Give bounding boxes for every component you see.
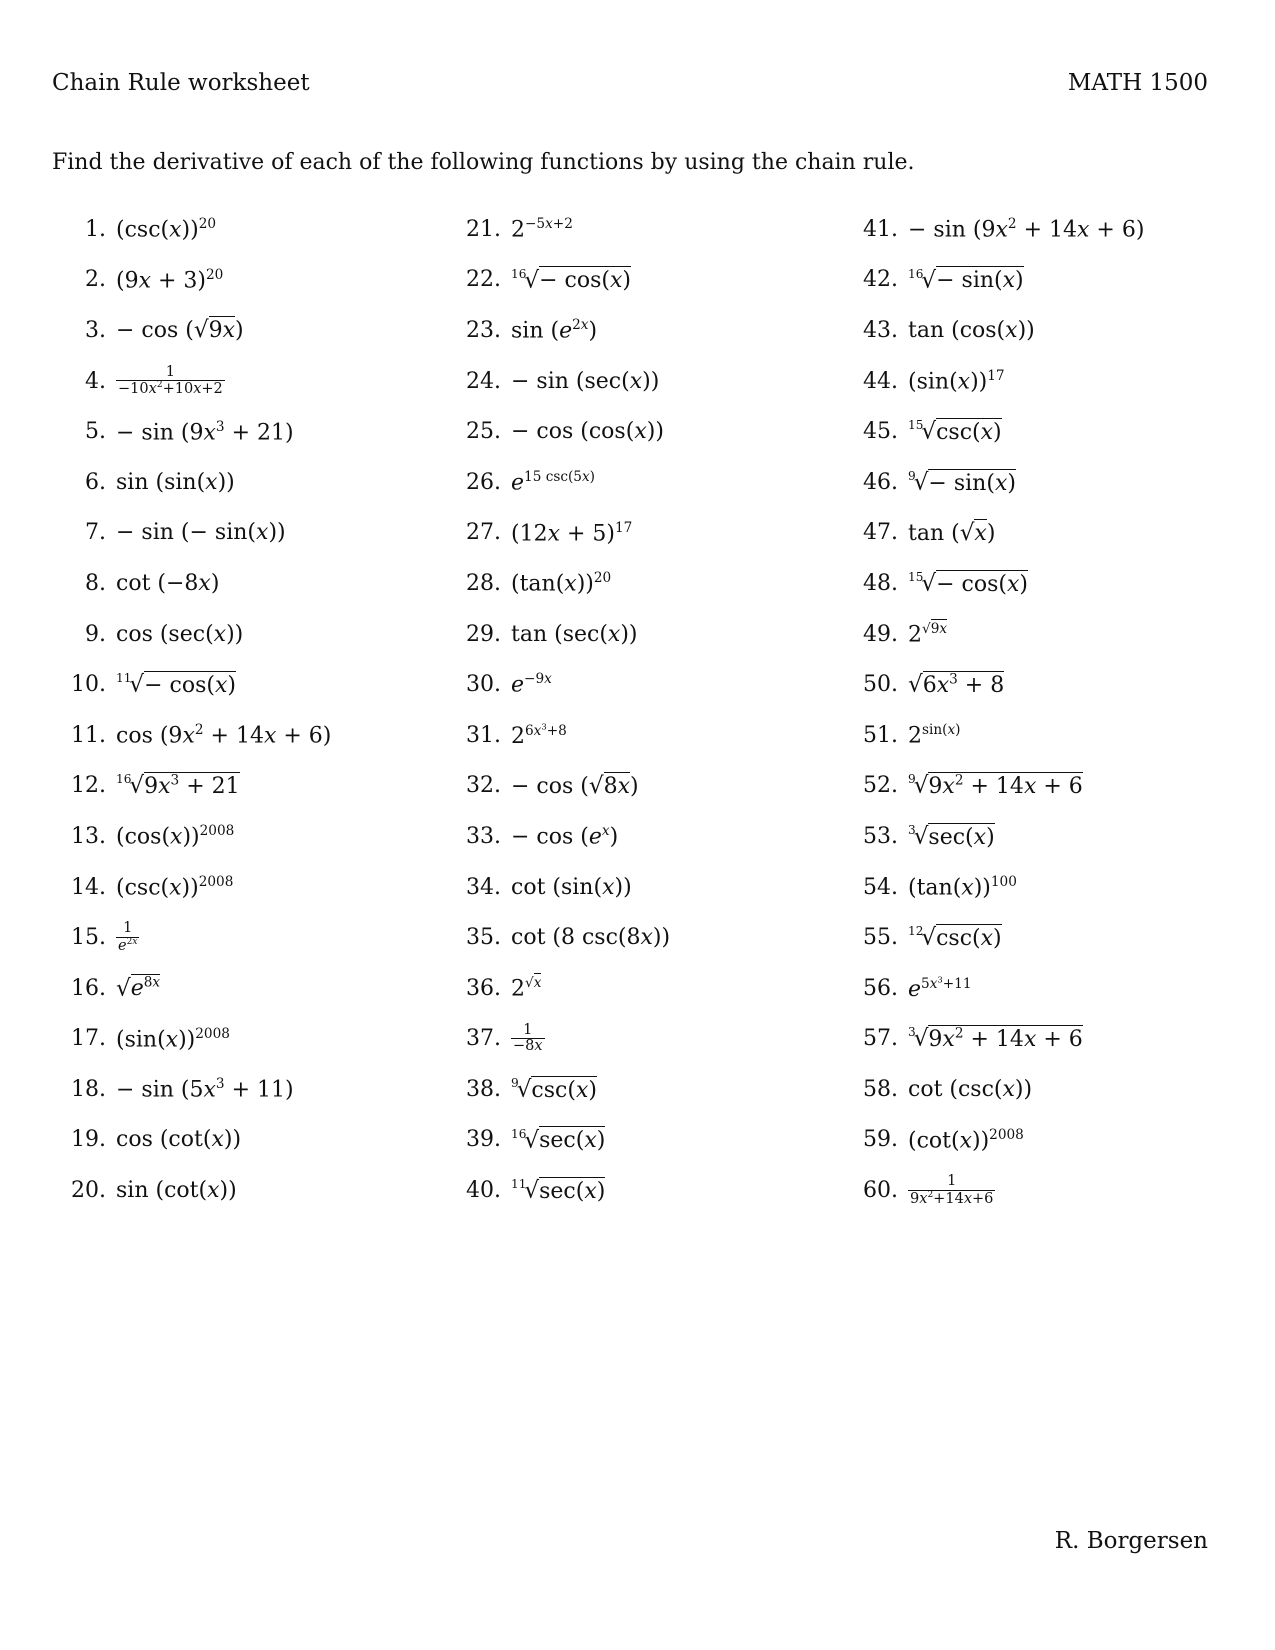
problem-30-expression: $e^{-9x}$ [511, 671, 552, 698]
problem-10: 10. $^{11}$√− cos(x) [71, 671, 236, 698]
problem-54: 54. $(\tan(x))^{100}$ [863, 873, 1017, 901]
problem-31: 31. $2^{6x^3+8}$ [466, 721, 567, 750]
problem-51-expression: $2^{sin(x)}$ [908, 722, 961, 749]
problem-57: 57. $^3√9x^2 + 14x + 6$ [863, 1025, 1083, 1053]
problem-36: 36. $2^{√x}$ [466, 975, 542, 1002]
problem-8-expression: cot (−8x) [116, 570, 220, 596]
problem-1: 1. $(\csc(x))^{20}$ [85, 216, 217, 243]
problem-2: 2. $(9x + 3)^{20}$ [85, 266, 224, 294]
problem-52: 52. $^9√9x^2 + 14x + 6$ [863, 772, 1083, 800]
problem-14: 14. $(\csc(x))^{2008}$ [71, 873, 234, 901]
problem-50-expression: $√6x^3 + 8$ [908, 671, 1005, 698]
problem-46-expression: $^9$√− sin(x) [908, 468, 1016, 496]
problem-5: 5. − $\sin (9x^3 + 21)$ [85, 418, 294, 445]
problem-39: 39. $^{16}$√sec(x) [466, 1126, 606, 1154]
problem-13: 13. $(\cos(x))^{2008}$ [71, 823, 235, 850]
problem-21: 21. $2^{-5x+2}$ [466, 216, 573, 243]
problem-15-expression: $\frac{1}{e^{2x}}$ [118, 920, 138, 954]
worksheet-title: Chain Rule worksheet [52, 70, 310, 96]
problem-50: 50. $√6x^3 + 8$ [863, 671, 1005, 698]
problem-4-expression: $\frac{1}{-10x^2+10x+2}$ [118, 363, 223, 397]
problem-9: 9. cos (sec(x)) [85, 621, 244, 647]
problem-25: 25. − cos (cos(x)) [466, 419, 664, 445]
problem-12: 12. $^{16}√9x^3 + 21$ [71, 772, 240, 800]
problem-35-expression: cot (8 csc(8x)) [511, 925, 671, 951]
problem-48-expression: $^{15}$√− cos(x) [908, 570, 1028, 597]
problem-40-expression: $^{11}$√sec(x) [511, 1177, 606, 1204]
problem-48: 48. $^{15}$√− cos(x) [863, 570, 1028, 597]
problem-9-expression: cos (sec(x)) [116, 621, 244, 647]
problem-21-expression: $2^{-5x+2}$ [511, 216, 573, 243]
problem-12-expression: $^{16}√9x^3 + 21$ [116, 772, 240, 800]
problem-49-expression: $2^{√9x}$ [908, 620, 948, 648]
problem-4: 4. $\frac{1}{-10x^2+10x+2}$ [85, 363, 223, 397]
problem-29-expression: tan (sec(x)) [511, 621, 638, 647]
problem-7: 7. − sin (− sin(x)) [85, 520, 286, 546]
problem-3-expression: − cos (√9x) [116, 317, 244, 344]
problem-26-expression: $e^{15 csc(5x)}$ [511, 469, 595, 496]
problem-55: 55. $^{12}$√csc(x) [863, 924, 1002, 951]
problem-5-expression: − $\sin (9x^3 + 21)$ [116, 418, 294, 445]
problem-53-expression: $^3$√sec(x) [908, 823, 995, 850]
problem-11-expression: $\cos (9x^2 + 14x + 6)$ [116, 722, 332, 749]
problem-23-expression: $\sin (e^{2x})$ [511, 317, 598, 344]
problem-53: 53. $^3$√sec(x) [863, 823, 995, 850]
problem-19: 19. cos (cot(x)) [71, 1127, 242, 1153]
problem-2-expression: $(9x + 3)^{20}$ [116, 266, 224, 294]
problem-47: 47. tan (√x) [863, 519, 996, 546]
problem-59: 59. $(\cot(x))^{2008}$ [863, 1126, 1024, 1154]
problem-13-expression: $(\cos(x))^{2008}$ [116, 823, 235, 850]
problem-22-expression: $^{16}$√− cos(x) [511, 266, 631, 294]
problem-41: 41. − $\sin (9x^2 + 14x + 6)$ [863, 216, 1145, 243]
problem-58-expression: cot (csc(x)) [908, 1076, 1033, 1102]
problem-28: 28. $(\tan(x))^{20}$ [466, 570, 612, 597]
problem-41-expression: − $\sin (9x^2 + 14x + 6)$ [908, 216, 1145, 243]
problem-44-expression: $(\sin(x))^{17}$ [908, 367, 1005, 395]
problem-54-expression: $(\tan(x))^{100}$ [908, 873, 1017, 901]
problem-35: 35. cot (8 csc(8x)) [466, 925, 671, 951]
problem-34: 34. cot (sin(x)) [466, 874, 632, 900]
problem-43-expression: tan (cos(x)) [908, 317, 1035, 343]
problem-37: 37. $\frac{1}{-8x}$ [466, 1022, 543, 1055]
problem-37-expression: $\frac{1}{-8x}$ [513, 1022, 543, 1055]
problem-20: 20. sin (cot(x)) [71, 1178, 237, 1204]
problem-32-expression: − cos (√8x) [511, 772, 639, 799]
problem-24-expression: − sin (sec(x)) [511, 368, 660, 394]
problem-49: 49. $2^{√9x}$ [863, 620, 948, 648]
problem-25-expression: − cos (cos(x)) [511, 419, 664, 445]
problem-60: 60. $\frac{1}{9x^2+14x+6}$ [863, 1173, 994, 1207]
problem-17: 17. $(\sin(x))^{2008}$ [71, 1025, 230, 1052]
problem-40: 40. $^{11}$√sec(x) [466, 1177, 606, 1204]
problem-38-expression: $^9$√csc(x) [511, 1076, 597, 1103]
problem-59-expression: $(\cot(x))^{2008}$ [908, 1126, 1024, 1154]
problem-20-expression: sin (cot(x)) [116, 1178, 237, 1204]
problem-52-expression: $^9√9x^2 + 14x + 6$ [908, 772, 1083, 800]
problem-6: 6. sin (sin(x)) [85, 469, 235, 495]
problem-1-expression: $(\csc(x))^{20}$ [116, 216, 217, 243]
problem-47-expression: tan (√x) [908, 519, 996, 546]
problem-33: 33. − $\cos (e^x)$ [466, 823, 619, 850]
problem-45: 45. $^{15}$√csc(x) [863, 418, 1002, 445]
problem-column-1 [60, 204, 331, 1216]
course-code: MATH 1500 [1067, 70, 1208, 96]
problem-45-expression: $^{15}$√csc(x) [908, 418, 1002, 445]
problem-42-expression: $^{16}$√− sin(x) [908, 266, 1024, 294]
problem-34-expression: cot (sin(x)) [511, 874, 632, 900]
problem-column-2 [455, 204, 670, 1216]
problem-18: 18. − $\sin (5x^3 + 11)$ [71, 1076, 294, 1103]
problem-7-expression: − sin (− sin(x)) [116, 520, 286, 546]
problem-22: 22. $^{16}$√− cos(x) [466, 266, 631, 294]
problem-60-expression: $\frac{1}{9x^2+14x+6}$ [910, 1173, 994, 1207]
problem-28-expression: $(\tan(x))^{20}$ [511, 570, 612, 597]
problem-38: 38. $^9$√csc(x) [466, 1076, 597, 1103]
problem-39-expression: $^{16}$√sec(x) [511, 1126, 606, 1154]
problem-33-expression: − $\cos (e^x)$ [511, 823, 619, 850]
problem-30: 30. $e^{-9x}$ [466, 671, 552, 698]
problem-42: 42. $^{16}$√− sin(x) [863, 266, 1024, 294]
problem-27: 27. $(12x + 5)^{17}$ [466, 519, 633, 547]
problem-16: 16. $√e^{8x}$ [71, 975, 161, 1002]
problem-19-expression: cos (cot(x)) [116, 1127, 242, 1153]
problem-23: 23. $\sin (e^{2x})$ [466, 317, 598, 344]
problem-44: 44. $(\sin(x))^{17}$ [863, 367, 1005, 395]
problem-14-expression: $(\csc(x))^{2008}$ [116, 873, 234, 901]
problem-57-expression: $^3√9x^2 + 14x + 6$ [908, 1025, 1083, 1053]
problem-51: 51. $2^{sin(x)}$ [863, 722, 961, 749]
problem-56: 56. $e^{5x^3+11}$ [863, 974, 972, 1003]
problem-17-expression: $(\sin(x))^{2008}$ [116, 1025, 230, 1052]
author: R. Borgersen [1054, 1528, 1208, 1554]
problem-32: 32. − cos (√8x) [466, 772, 639, 799]
problem-8: 8. cot (−8x) [85, 570, 220, 596]
instructions: Find the derivative of each of the following functions by using the chain rule. [52, 150, 915, 175]
problem-16-expression: $√e^{8x}$ [116, 975, 161, 1002]
problem-29: 29. tan (sec(x)) [466, 621, 638, 647]
problem-27-expression: $(12x + 5)^{17}$ [511, 519, 633, 547]
problem-31-expression: $2^{6x^3+8}$ [511, 721, 567, 750]
problem-24: 24. − sin (sec(x)) [466, 368, 660, 394]
problem-36-expression: $2^{√x}$ [511, 975, 542, 1002]
problem-column-3 [852, 204, 1144, 1216]
problem-18-expression: − $\sin (5x^3 + 11)$ [116, 1076, 294, 1103]
problem-58: 58. cot (csc(x)) [863, 1076, 1033, 1102]
problem-55-expression: $^{12}$√csc(x) [908, 924, 1002, 951]
problem-6-expression: sin (sin(x)) [116, 469, 235, 495]
problem-56-expression: $e^{5x^3+11}$ [908, 974, 972, 1003]
problem-26: 26. $e^{15 csc(5x)}$ [466, 469, 595, 496]
problem-11: 11. $\cos (9x^2 + 14x + 6)$ [71, 722, 332, 749]
problem-46: 46. $^9$√− sin(x) [863, 468, 1016, 496]
problem-15: 15. $\frac{1}{e^{2x}}$ [71, 920, 138, 954]
problem-3: 3. − cos (√9x) [85, 317, 244, 344]
problem-10-expression: $^{11}$√− cos(x) [116, 671, 236, 698]
problem-43: 43. tan (cos(x)) [863, 317, 1035, 343]
